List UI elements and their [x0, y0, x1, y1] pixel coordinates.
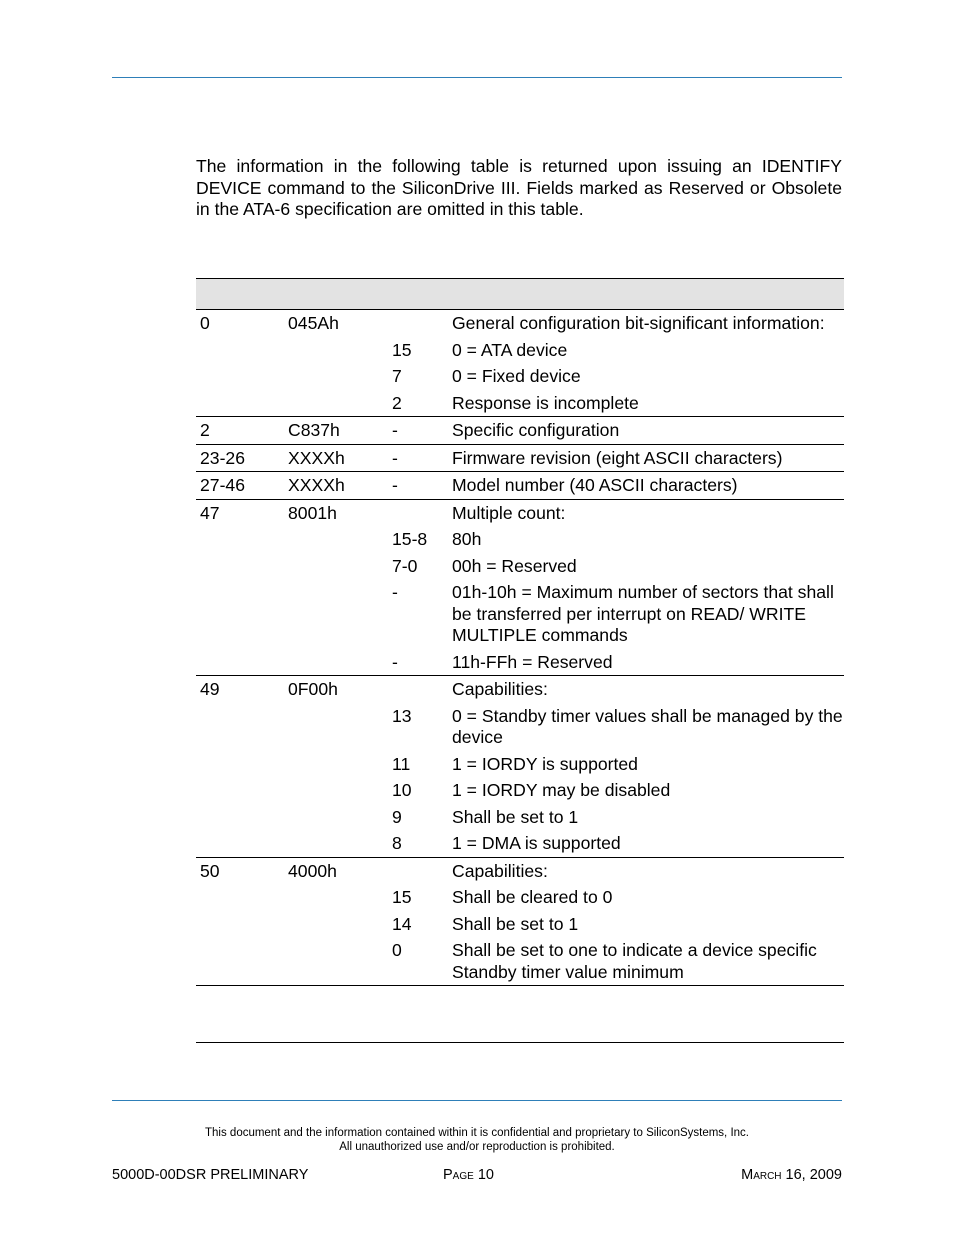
cell-word: 47: [200, 502, 220, 523]
cell-word: [196, 754, 288, 776]
cell-word: [196, 833, 288, 855]
table-row-group: [196, 500, 844, 677]
cell-description: Shall be cleared to 0: [452, 887, 613, 907]
cell-description: Shall be set to 1: [452, 913, 579, 934]
cell-word: [196, 393, 288, 415]
table-body: [196, 310, 844, 986]
table-row: [196, 937, 844, 985]
cell-description: General configuration bit-significant information:: [452, 313, 825, 333]
cell-description: Shall be set to one to indicate a device specific Standby timer value minimum: [452, 940, 817, 982]
cell-default-value: [288, 556, 392, 578]
cell-word: 2: [200, 420, 210, 440]
cell-word: [196, 556, 288, 578]
cell-default-value: [288, 887, 392, 909]
cell-word: 49: [200, 679, 220, 699]
cell-description: 1 = DMA is supported: [452, 833, 621, 853]
table-row: [196, 676, 844, 703]
table-row: [196, 390, 844, 417]
cell-description: 01h-10h = Maximum number of sectors that shall be transferred per interrupt on READ/ WRITE MULTIPLE commands: [452, 582, 834, 645]
document-id: 5000D-00DSR PRELIMINARY: [112, 1167, 309, 1183]
cell-bit: 14: [392, 913, 412, 934]
cell-description: 11h-FFh = Reserved: [452, 651, 613, 672]
confidentiality-notice: [112, 1127, 842, 1154]
footer-rule: [112, 1100, 842, 1101]
cell-bit: [392, 313, 452, 335]
table-bottom-rule: [196, 1042, 844, 1043]
cell-word: [196, 914, 288, 936]
cell-default-value: [288, 940, 392, 983]
cell-word: [196, 529, 288, 551]
table-row: [196, 472, 844, 499]
intro-paragraph: The information in the following table is returned upon issuing an IDENTIFY DEVICE command to the SiliconDrive III. Fields marked as Reserved or Obsolete in the ATA-6 specification are omitted in this table.: [196, 156, 842, 219]
cell-description: 1 = IORDY is supported: [452, 753, 638, 774]
cell-bit: 15: [392, 339, 412, 360]
cell-default-value: XXXXh: [288, 447, 345, 468]
table-row-group: [196, 472, 844, 500]
cell-word: 27-46: [200, 475, 245, 495]
cell-word: [196, 940, 288, 983]
cell-bit: 7-0: [392, 555, 418, 576]
table-header: [196, 278, 844, 310]
table-row-group: [196, 676, 844, 858]
table-row: [196, 445, 844, 472]
cell-word: [196, 582, 288, 647]
table-row: [196, 579, 844, 649]
cell-bit: 2: [392, 392, 402, 413]
cell-default-value: [288, 340, 392, 362]
cell-bit: 15: [392, 887, 412, 907]
cell-bit: -: [392, 651, 398, 672]
cell-word: [196, 780, 288, 802]
cell-word: [196, 807, 288, 829]
cell-default-value: 4000h: [288, 860, 337, 881]
cell-bit: 15-8: [392, 529, 428, 549]
cell-description: Capabilities:: [452, 860, 548, 881]
table-row: [196, 500, 844, 527]
cell-bit: 7: [392, 366, 402, 386]
cell-default-value: [288, 652, 392, 674]
cell-description: 0 = Fixed device: [452, 366, 581, 386]
cell-description: 80h: [452, 529, 482, 549]
cell-bit: 10: [392, 780, 412, 800]
table-row-group: [196, 858, 844, 987]
cell-default-value: C837h: [288, 420, 340, 440]
table-row: [196, 703, 844, 751]
cell-default-value: [288, 833, 392, 855]
table-row: [196, 417, 844, 444]
table-row: [196, 363, 844, 390]
cell-default-value: 045Ah: [288, 313, 339, 333]
cell-bit: [392, 861, 452, 883]
table-row: [196, 310, 844, 337]
table-row: [196, 830, 844, 857]
cell-default-value: [288, 393, 392, 415]
cell-description: 0 = ATA device: [452, 339, 568, 360]
cell-default-value: [288, 754, 392, 776]
cell-description: Shall be set to 1: [452, 806, 579, 827]
cell-default-value: [288, 914, 392, 936]
cell-default-value: [288, 529, 392, 551]
table-row: [196, 858, 844, 885]
cell-default-value: XXXXh: [288, 475, 345, 495]
cell-description: Capabilities:: [452, 679, 548, 699]
cell-description: Response is incomplete: [452, 392, 639, 413]
table-row-group: [196, 417, 844, 445]
table-row: [196, 337, 844, 364]
table-row: [196, 911, 844, 938]
cell-default-value: 0F00h: [288, 679, 338, 699]
cell-description: Specific configuration: [452, 420, 620, 440]
cell-bit: -: [392, 420, 398, 440]
cell-description: 00h = Reserved: [452, 555, 577, 576]
cell-bit: 9: [392, 806, 402, 827]
identify-device-table: [196, 278, 844, 1043]
cell-description: 0 = Standby timer values shall be managed by the device: [452, 705, 843, 747]
table-row: [196, 777, 844, 804]
notice-line-1: This document and the information contained within it is confidential and proprietary to SiliconSystems, Inc.: [205, 1127, 749, 1139]
cell-default-value: [288, 366, 392, 388]
table-row: [196, 649, 844, 676]
table-row: [196, 884, 844, 911]
cell-bit: 13: [392, 705, 412, 726]
cell-bit: -: [392, 447, 398, 468]
cell-word: 23-26: [200, 447, 245, 468]
cell-default-value: 8001h: [288, 502, 337, 523]
cell-word: [196, 366, 288, 388]
cell-default-value: [288, 807, 392, 829]
table-row: [196, 526, 844, 553]
table-row: [196, 804, 844, 831]
cell-word: [196, 706, 288, 749]
notice-line-2: All unauthorized use and/or reproduction is prohibited.: [339, 1140, 615, 1153]
cell-default-value: [288, 780, 392, 802]
cell-description: Model number (40 ASCII characters): [452, 475, 738, 495]
cell-bit: 11: [392, 753, 411, 774]
cell-word: 0: [200, 313, 210, 333]
table-row: [196, 553, 844, 580]
cell-word: [196, 340, 288, 362]
cell-default-value: [288, 582, 392, 647]
cell-bit: 0: [392, 940, 402, 960]
cell-bit: -: [392, 582, 398, 602]
cell-bit: -: [392, 475, 398, 495]
cell-bit: 8: [392, 833, 402, 853]
cell-description: Multiple count:: [452, 502, 566, 523]
document-date: March 16, 2009: [741, 1167, 842, 1183]
cell-bit: [392, 679, 452, 701]
cell-word: [196, 652, 288, 674]
cell-description: Firmware revision (eight ASCII characters): [452, 447, 783, 468]
cell-bit: [392, 503, 452, 525]
cell-default-value: [288, 706, 392, 749]
cell-word: [196, 887, 288, 909]
header-rule: [112, 77, 842, 78]
table-row: [196, 751, 844, 778]
table-row-group: [196, 310, 844, 417]
page-number: Page 10: [443, 1167, 494, 1183]
cell-description: 1 = IORDY may be disabled: [452, 780, 671, 800]
cell-word: 50: [200, 860, 220, 881]
table-row-group: [196, 445, 844, 473]
